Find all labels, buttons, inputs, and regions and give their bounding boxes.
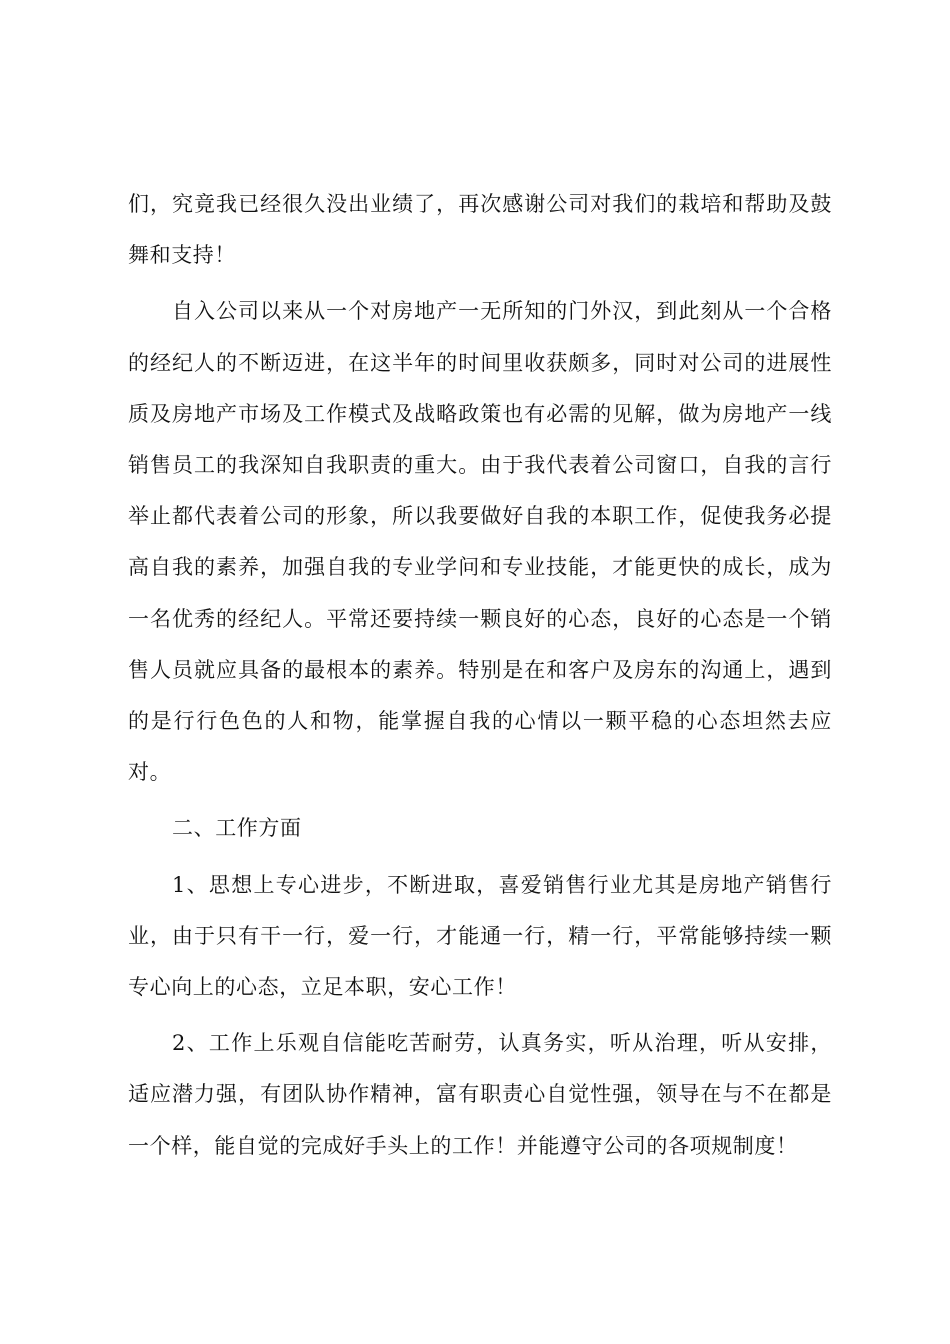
paragraph-1: 们，究竟我已经很久没出业绩了，再次感谢公司对我们的栽培和帮助及鼓舞和支持！ [128,192,832,268]
document-body [128,179,832,1172]
paragraph-2: 自入公司以来从一个对房地产一无所知的门外汉，到此刻从一个合格的经纪人的不断迈进，在这半年的时间里收获颇多，同时对公司的进展性质及房地产市场及工作模式及战略政策也有必需的见解，做为房地产一线销售员工的我深知自我职责的重大。由于我代表着公司窗口，自我的言行举止都代表着公司的形象，所以我要做好自我的本职工作，促使我务必提高自我的素养，加强自我的专业学问和专业技能，才能更快的成长，成为一名优秀的经纪人。平常还要持续一颗良好的心态，良好的心态是一个销售人员就应具备的最根本的素养。特别是在和客户及房东的沟通上，遇到的是行行色色的人和物，能掌握自我的心情以一颗平稳的心态坦然去应对。 [128,299,832,785]
paragraph-3: 1、思想上专心进步，不断进取，喜爱销售行业尤其是房地产销售行业，由于只有干一行，爱一行，才能通一行，精一行，平常能够持续一颗专心向上的心态，立足本职，安心工作！ [128,872,832,1000]
paragraph-4: 2、工作上乐观自信能吃苦耐劳，认真务实，听从治理，听从安排，适应潜力强，有团队协作精神，富有职责心自觉性强，领导在与不在都是一个样，能自觉的完成好手头上的工作！并能遵守公司的各项规制度！ [128,1031,832,1158]
section-heading: 二、工作方面 [172,816,302,841]
